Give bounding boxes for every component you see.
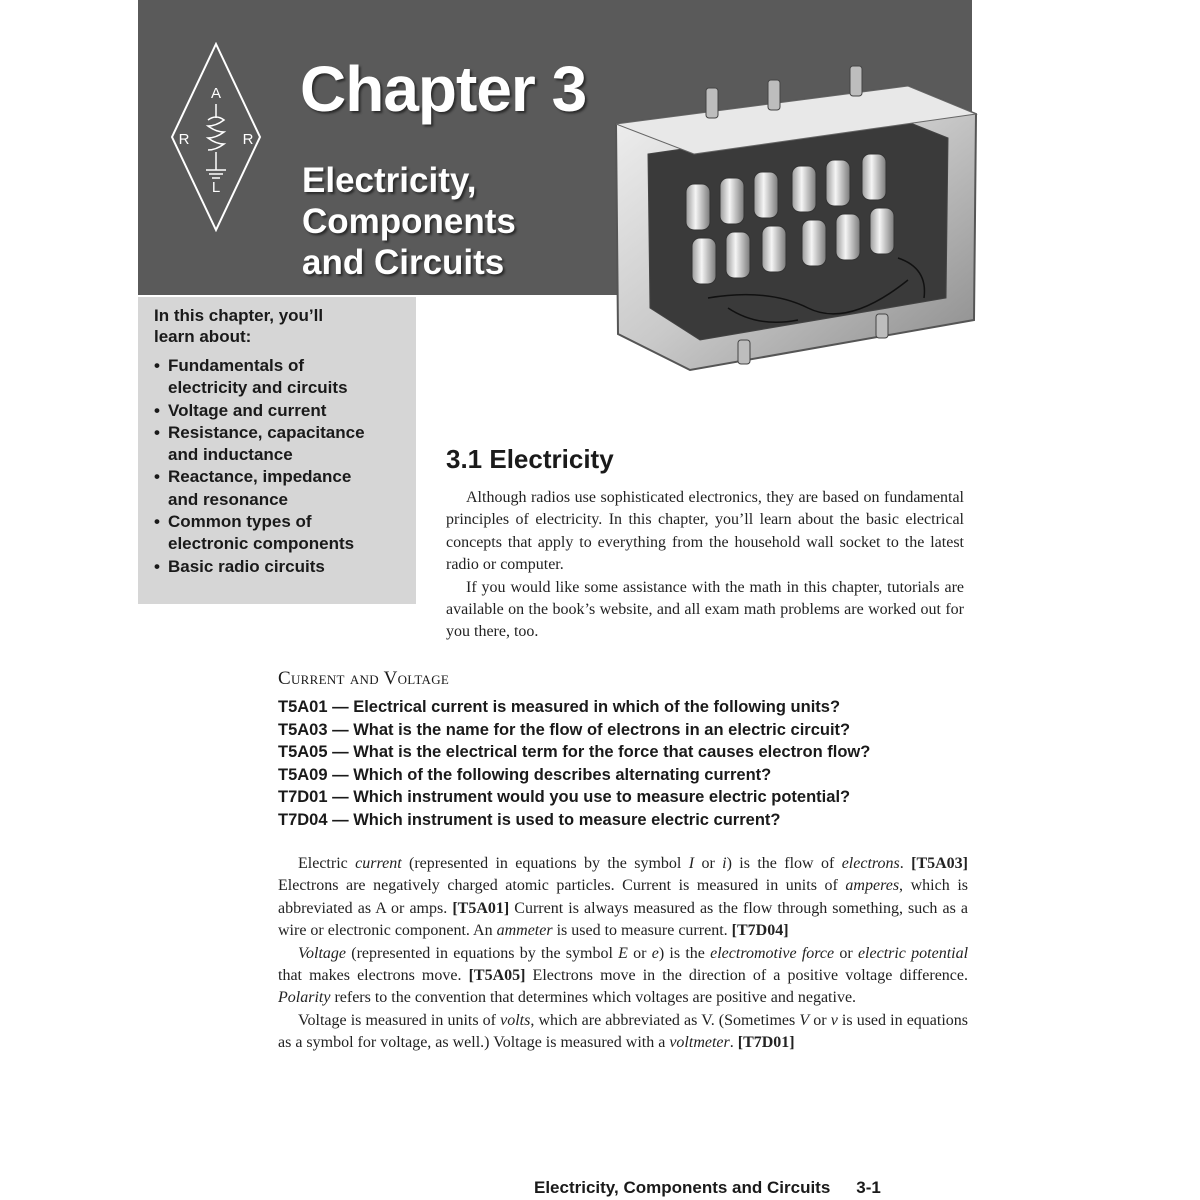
paragraph: [278, 1010, 968, 1055]
symbol: v: [830, 1011, 838, 1029]
text-run: .: [729, 1034, 738, 1052]
exam-question: T5A03 — What is the name for the flow of electrons in an electric circuit?: [278, 720, 851, 739]
text-run: (represented in equations by the symbol: [401, 855, 689, 872]
subsection-heading: Current and Voltage: [278, 668, 450, 689]
term: electromotive force: [710, 944, 835, 962]
question-reference: [T7D01]: [737, 1034, 795, 1052]
arrl-logo-icon: [170, 42, 262, 232]
text-run: .: [899, 855, 912, 872]
question-reference: [T7D04]: [731, 922, 789, 940]
learn-topic-line: • Reactance, impedance: [168, 467, 352, 487]
learn-topic-item: [154, 422, 365, 467]
exam-question: T5A09 — Which of the following describes alternating current?: [278, 765, 772, 784]
learn-topic-line: and resonance: [168, 489, 288, 509]
exam-question: T5A01 — Electrical current is measured in which of the following units?: [278, 698, 841, 716]
text-run: or: [694, 855, 723, 872]
logo-letter-l: L: [211, 179, 221, 196]
term: volts: [500, 1011, 531, 1029]
text-run: ) is the: [658, 944, 711, 962]
symbol: i: [722, 855, 727, 872]
exam-question: T7D01 — Which instrument would you use to measure electric potential?: [278, 788, 851, 807]
exam-question: T5A05 — What is the electrical term for the force that causes electron flow?: [278, 743, 871, 762]
question-reference: [T5A05]: [468, 967, 526, 985]
text-run: or: [834, 944, 858, 962]
learn-topic-line: • Voltage and current: [168, 400, 327, 420]
text-run: Electric: [298, 855, 356, 872]
exam-questions-list: [278, 696, 870, 832]
term: Polarity: [278, 989, 331, 1007]
learn-box-heading-line: learn about:: [154, 327, 252, 346]
learn-box-heading-line: In this chapter, you’ll: [154, 306, 324, 325]
learn-topic-line: • Basic radio circuits: [168, 556, 325, 576]
term: electrons: [841, 855, 900, 872]
learn-topic-line: electronic components: [168, 534, 355, 554]
paragraph: If you would like some assistance with the math in this chapter, tutorials are available on the book’s website, and all exam math problems are worked out for you there, too.: [446, 578, 964, 641]
chapter-title: Chapter 3: [300, 53, 587, 125]
section-heading: 3.1 Electricity: [446, 444, 614, 474]
paragraph: [278, 943, 968, 1010]
text-run: or: [809, 1011, 831, 1029]
running-title: Electricity, Components and Circuits: [534, 1178, 831, 1197]
text-run: Electrons move in the direction of a positive voltage difference.: [525, 967, 968, 985]
tube-radio-chassis-photo: [608, 58, 984, 374]
text-run: ) is the flow of: [726, 855, 842, 872]
text-run: Electrons are negatively charged atomic particles. Current is measured in units of: [278, 877, 846, 895]
term: current: [355, 855, 402, 872]
learn-topics-list: [154, 355, 365, 578]
symbol: V: [799, 1011, 810, 1029]
text-run: (represented in equations by the symbol: [346, 944, 619, 962]
current-voltage-body-text: [278, 853, 968, 1055]
logo-letter-a: A: [210, 85, 222, 102]
text-run: is used to measure current.: [552, 922, 732, 940]
text-run: , which are abbreviated as V. (Sometimes: [530, 1011, 800, 1029]
question-reference: [T5A01]: [452, 899, 510, 917]
learn-topic-line: • Resistance, capacitance: [168, 422, 365, 442]
chapter-subtitle-line: Electricity,: [302, 161, 477, 200]
text-run: , which is abbreviated as A or amps.: [278, 877, 968, 917]
chapter-subtitle-line: Components: [302, 202, 516, 241]
symbol: e: [651, 944, 659, 962]
chapter-subtitle: [302, 160, 516, 283]
exam-question: T7D04 — Which instrument is used to measure electric current?: [278, 810, 781, 829]
learn-about-box: [138, 297, 416, 604]
page-number: 3-1: [856, 1178, 881, 1197]
text-run: or: [627, 944, 652, 962]
term: Voltage: [298, 944, 346, 962]
section-intro-text: [446, 487, 964, 644]
learn-topic-item: [154, 466, 365, 511]
learn-topic-item: [154, 355, 365, 400]
symbol: E: [618, 944, 628, 962]
text-run: is used in equations as a symbol for voltage, as well.) Voltage is measured with a: [278, 1011, 969, 1052]
term: amperes: [845, 877, 900, 895]
question-reference: [T5A03]: [911, 855, 969, 872]
learn-topic-item: [154, 511, 365, 556]
term: electric potential: [857, 944, 969, 962]
learn-topic-item: [154, 556, 365, 578]
term: ammeter: [496, 922, 553, 940]
learn-topic-line: and inductance: [168, 445, 293, 465]
paragraph: [278, 853, 968, 943]
learn-topic-line: • Common types of: [168, 512, 312, 532]
chapter-subtitle-line: and Circuits: [302, 243, 505, 282]
paragraph: Although radios use sophisticated electronics, they are based on fundamental principles of electricity. In this chapter, you’ll learn about the basic electrical concepts that apply to everything from the household wall socket to the latest radio or computer.: [446, 489, 964, 574]
text-run: refers to the convention that determines which voltages are positive and negative.: [330, 989, 857, 1007]
learn-topic-line: electricity and circuits: [168, 378, 348, 398]
logo-letter-r-right: R: [242, 131, 254, 148]
learn-topic-item: [154, 400, 365, 422]
learn-box-heading: [154, 305, 404, 347]
text-run: that makes electrons move.: [278, 967, 469, 985]
learn-topic-line: • Fundamentals of: [168, 356, 305, 375]
text-run: Voltage is measured in units of: [298, 1011, 501, 1029]
term: voltmeter: [669, 1034, 730, 1052]
text-run: Current is always measured as the flow through something, such as a wire or electronic component. An: [278, 899, 968, 940]
page-footer: [534, 1178, 881, 1198]
symbol: I: [688, 855, 695, 872]
logo-letter-r-left: R: [178, 131, 190, 148]
